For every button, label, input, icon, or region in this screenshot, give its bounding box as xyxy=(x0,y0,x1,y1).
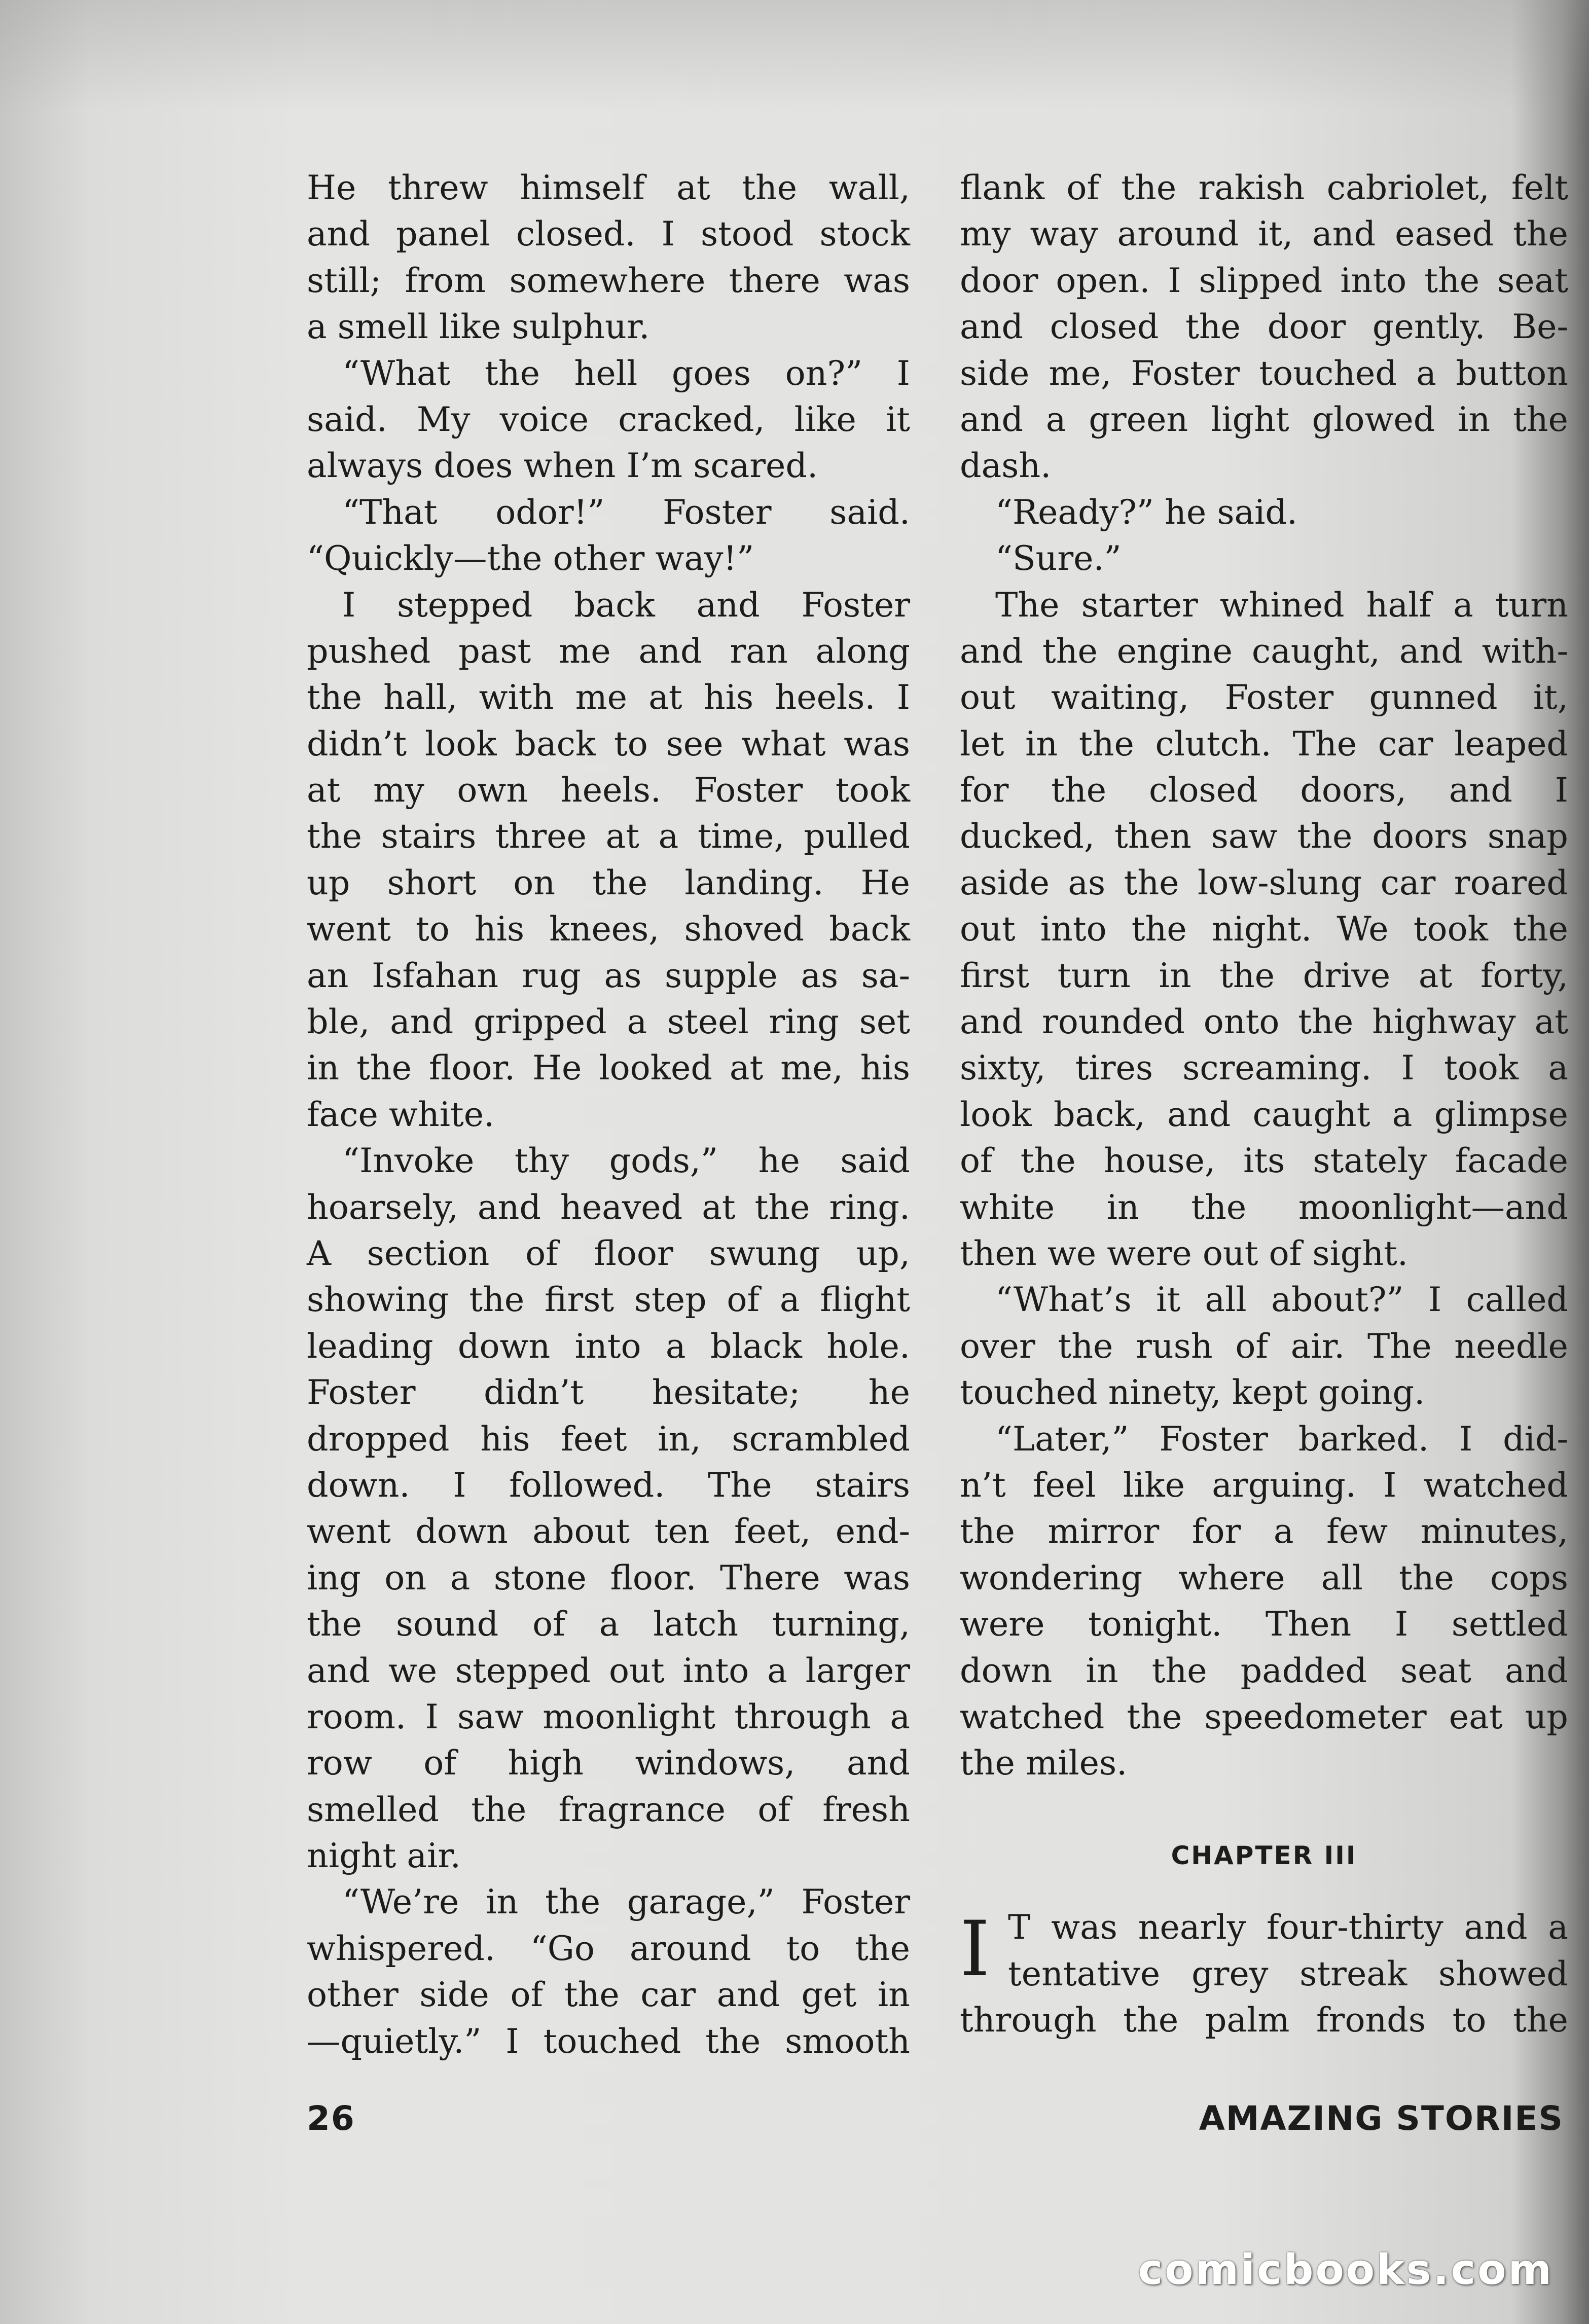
text-line: of the house, its stately facade xyxy=(960,1141,1568,1181)
text-line: “Invoke thy gods,” he said xyxy=(342,1141,910,1181)
text-line: the stairs three at a time, pulled xyxy=(307,816,910,856)
running-title: AMAZING STORIES xyxy=(1199,2099,1564,2138)
text-line: smelled the fragrance of fresh xyxy=(307,1789,910,1829)
text-line: “Later,” Foster barked. I did- xyxy=(995,1419,1568,1459)
text-line: hoarsely, and heaved at the ring. xyxy=(307,1187,910,1227)
text-line: ing on a stone floor. There was xyxy=(307,1557,910,1597)
text-line: didn’t look back to see what was xyxy=(307,723,910,764)
text-line: always does when I’m scared. xyxy=(307,446,818,486)
text-line: down in the padded seat and xyxy=(960,1650,1568,1690)
text-line: —quietly.” I touched the smooth xyxy=(307,2021,910,2061)
text-line: touched ninety, kept going. xyxy=(960,1372,1425,1412)
text-line: and rounded onto the highway at xyxy=(960,1002,1568,1042)
text-line: leading down into a black hole. xyxy=(307,1326,910,1366)
text-line: Foster didn’t hesitate; he xyxy=(307,1372,910,1412)
text-line: through the palm fronds to the xyxy=(960,2000,1568,2040)
text-line: and the engine caught, and with- xyxy=(960,631,1568,671)
text-line: “Sure.” xyxy=(995,538,1122,578)
text-line: row of high windows, and xyxy=(307,1743,910,1783)
text-line: the sound of a latch turning, xyxy=(307,1604,910,1644)
text-line: side me, Foster touched a button xyxy=(960,353,1568,393)
text-line: ble, and gripped a steel ring set xyxy=(307,1002,910,1042)
text-line: A section of floor swung up, xyxy=(307,1233,910,1273)
text-line: my way around it, and eased the xyxy=(960,214,1568,254)
text-line: other side of the car and get in xyxy=(307,1975,910,2015)
text-line: and panel closed. I stood stock xyxy=(307,214,910,254)
text-line: and we stepped out into a larger xyxy=(307,1650,910,1690)
drop-cap: I xyxy=(960,1905,990,1994)
text-line: went to his knees, shoved back xyxy=(307,909,910,949)
text-line: first turn in the drive at forty, xyxy=(960,955,1568,995)
text-line: said. My voice cracked, like it xyxy=(307,399,910,439)
text-line: let in the clutch. The car leaped xyxy=(960,723,1568,764)
text-line: The starter whined half a turn xyxy=(995,585,1568,625)
right-column-paragraphs xyxy=(960,165,1568,1787)
text-line: for the closed doors, and I xyxy=(960,770,1568,810)
chapter-spacer xyxy=(960,1787,1568,1833)
text-line: were tonight. Then I settled xyxy=(960,1604,1568,1644)
text-line: a smell like sulphur. xyxy=(307,307,650,347)
text-line: door open. I slipped into the seat xyxy=(960,260,1568,300)
text-line: I stepped back and Foster xyxy=(342,585,910,625)
text-line: the hall, with me at his heels. I xyxy=(307,677,910,717)
text-line: and a green light glowed in the xyxy=(960,399,1568,439)
text-line: tentative grey streak showed xyxy=(1008,1953,1568,1993)
page-number: 26 xyxy=(307,2099,355,2138)
text-line: white in the moonlight—and xyxy=(960,1187,1568,1227)
text-line: dash. xyxy=(960,446,1052,486)
text-line: sixty, tires screaming. I took a xyxy=(960,1048,1568,1088)
left-text-column xyxy=(307,165,910,2064)
text-line: then we were out of sight. xyxy=(960,1233,1409,1273)
text-line: n’t feel like arguing. I watched xyxy=(960,1465,1568,1505)
text-line: T was nearly four-thirty and a xyxy=(1008,1907,1568,1947)
text-line: room. I saw moonlight through a xyxy=(307,1696,910,1736)
right-text-column xyxy=(960,165,1568,2044)
text-line: He threw himself at the wall, xyxy=(307,168,910,207)
text-line: the mirror for a few minutes, xyxy=(960,1511,1568,1551)
text-line: “Ready?” he said. xyxy=(995,492,1298,532)
text-line: still; from somewhere there was xyxy=(307,260,910,300)
text-line: up short on the landing. He xyxy=(307,862,910,902)
text-line: an Isfahan rug as supple as sa- xyxy=(307,955,910,995)
text-line: and closed the door gently. Be- xyxy=(960,307,1568,347)
text-line: went down about ten feet, end- xyxy=(307,1511,910,1551)
text-line: watched the speedometer eat up xyxy=(960,1696,1568,1736)
text-line: dropped his feet in, scrambled xyxy=(307,1419,910,1459)
page-shadow xyxy=(0,0,1589,112)
chapter-heading: CHAPTER III xyxy=(1171,1841,1357,1871)
text-line: “We’re in the garage,” Foster xyxy=(342,1882,910,1922)
text-line: aside as the low-slung car roared xyxy=(960,862,1568,902)
text-line: out waiting, Foster gunned it, xyxy=(960,677,1568,717)
text-line: down. I followed. The stairs xyxy=(307,1465,910,1505)
chapter-lines xyxy=(960,1904,1568,2043)
text-line: pushed past me and ran along xyxy=(307,631,910,671)
text-line: showing the first step of a flight xyxy=(307,1280,910,1320)
text-line: in the floor. He looked at me, his xyxy=(307,1048,910,1088)
text-line: look back, and caught a glimpse xyxy=(960,1094,1568,1134)
text-line: flank of the rakish cabriolet, felt xyxy=(960,168,1568,207)
text-line: wondering where all the cops xyxy=(960,1557,1568,1597)
watermark-text: comicbooks.com xyxy=(1138,2246,1554,2294)
text-line: over the rush of air. The needle xyxy=(960,1326,1568,1366)
text-line: “What the hell goes on?” I xyxy=(342,353,910,393)
text-line: ducked, then saw the doors snap xyxy=(960,816,1568,856)
text-line: face white. xyxy=(307,1094,495,1134)
text-line: “Quickly—the other way!” xyxy=(307,538,754,578)
text-line: whispered. “Go around to the xyxy=(307,1928,910,1968)
text-line: at my own heels. Foster took xyxy=(307,770,910,810)
text-line: night air. xyxy=(307,1836,461,1876)
chapter-opening-paragraph xyxy=(960,1904,1568,2043)
chapter-heading-spacer xyxy=(960,1879,1568,1904)
text-line: “That odor!” Foster said. xyxy=(342,492,910,532)
text-line: out into the night. We took the xyxy=(960,909,1568,949)
text-line: the miles. xyxy=(960,1743,1128,1783)
text-line: “What’s it all about?” I called xyxy=(995,1280,1568,1320)
